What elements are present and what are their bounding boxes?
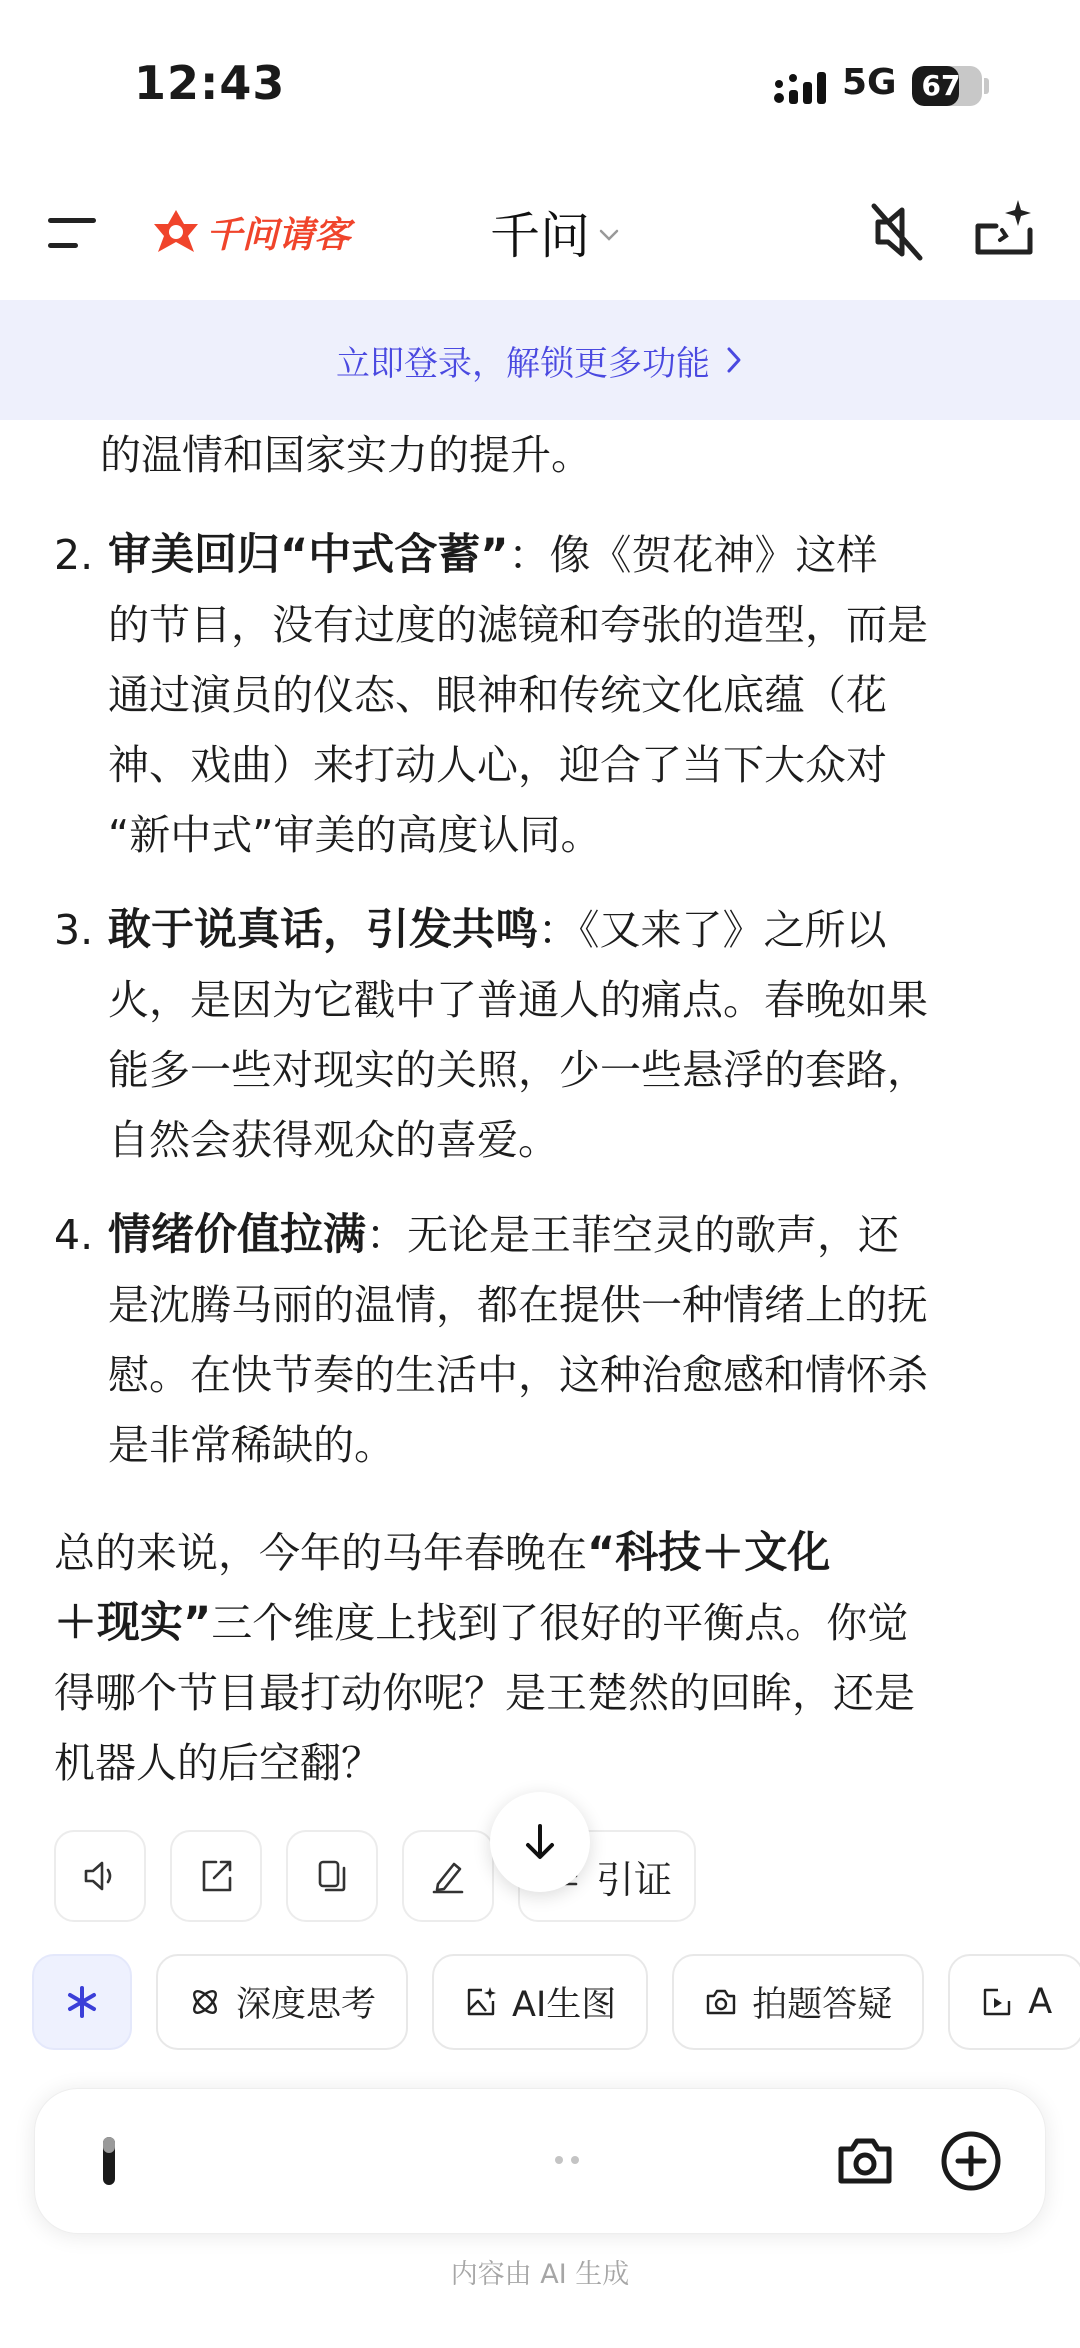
summary-text: 总的来说，今年的马年春晚在 [54,1529,587,1577]
login-banner[interactable] [0,300,1080,420]
list-item-title: 审美回归“中式含蓄” [108,530,509,580]
chevron-right-icon [724,345,744,375]
list-item-3 [54,895,1034,1175]
network-type: 5G [842,62,897,103]
read-aloud-button[interactable] [54,1830,146,1922]
list-item-text: 自然会获得观众的喜爱。 [108,1116,559,1164]
list-number: 4. [54,1211,94,1259]
mute-icon[interactable] [868,200,926,264]
copy-button[interactable] [286,1830,378,1922]
chevron-down-icon [598,228,620,242]
typing-indicator [547,2153,587,2167]
login-banner-text: 立即登录，解锁更多功能 [336,343,710,384]
chip-label: AI生图 [512,1985,617,2025]
share-icon [196,1856,236,1896]
list-body [108,895,1034,1175]
list-item-text: ：《又来了》之所以 [538,906,887,954]
list-item-title: 情绪价值拉满 [108,1210,366,1260]
list-item-text: 是沈腾马丽的温情，都在提供一种情绪上的抚 [108,1281,928,1329]
app-header [0,170,1080,300]
camera-question-icon [704,1985,738,2019]
summary-text: 机器人的后空翻？ [54,1739,382,1787]
new-chat-sparkle-icon[interactable] [972,196,1036,260]
list-item-text: ：无论是王菲空灵的歌声，还 [366,1211,899,1259]
logo-text: 千问请客 [206,214,351,256]
chip-photo-question[interactable] [672,1954,924,2050]
sparkle-icon [65,1985,99,2019]
list-number: 2. [54,531,94,579]
chip-video[interactable] [948,1954,1080,2050]
summary-text: 得哪个节目最打动你呢？是王楚然的回眸，还是 [54,1669,915,1717]
chip-image-gen[interactable] [432,1954,648,2050]
list-item-text: “新中式”审美的高度认同。 [108,811,602,859]
list-item-text: 能多一些对现实的关照，少一些悬浮的套路， [108,1046,928,1094]
list-number: 3. [54,906,94,954]
summary-paragraph [54,1518,1034,1798]
copy-icon [312,1856,352,1896]
response-actions [54,1830,696,1922]
chip-label: 拍题答疑 [752,1985,893,2025]
share-button[interactable] [170,1830,262,1922]
status-bar [0,0,1080,170]
ai-disclaimer: 内容由 AI 生成 [450,2259,630,2290]
battery-level: 67 [921,69,961,102]
list-item-text: 通过演员的仪态、眼神和传统文化底蕴（花 [108,671,887,719]
list-item-text: 是非常稀缺的。 [108,1421,395,1469]
promo-logo[interactable] [150,202,350,262]
list-item-2 [54,520,1034,870]
signal-icon [774,70,828,106]
list-item-text: ：像《贺花神》这样 [508,531,878,579]
plus-icon[interactable] [939,2129,1003,2193]
video-icon [980,1985,1014,2019]
chip-deep-think[interactable] [156,1954,408,2050]
summary-text: 三个维度上找到了很好的平衡点。你觉 [211,1599,909,1647]
menu-icon[interactable] [48,210,102,256]
model-selector[interactable] [490,202,620,265]
scroll-to-bottom-button[interactable] [490,1792,590,1892]
list-item-4 [54,1200,1034,1480]
list-item-title: 敢于说真话，引发共鸣 [108,905,538,955]
image-gen-icon [464,1985,498,2019]
feature-chips [32,1954,1080,2050]
chat-input-bar[interactable] [34,2088,1046,2234]
citation-label: 引证 [596,1857,673,1902]
speaker-icon [80,1856,120,1896]
arrow-down-icon [518,1820,562,1864]
chip-label: 深度思考 [236,1985,377,2025]
chip-label: A [1028,1982,1053,2022]
camera-icon[interactable] [835,2133,895,2189]
summary-bold: “科技＋文化 [587,1528,831,1578]
voice-wave-icon[interactable] [89,2129,129,2193]
list-item-text: 慰。在快节奏的生活中，这种治愈感和情怀杀 [108,1351,928,1399]
chat-response [0,420,1080,1890]
clock-time: 12:43 [134,56,286,110]
response-text-line: 的温情和国家实力的提升。 [100,431,592,479]
list-item-text: 神、戏曲）来打动人心，迎合了当下大众对 [108,741,887,789]
edit-icon [428,1856,468,1896]
page-title: 千问 [490,207,590,265]
summary-bold: ＋现实” [54,1598,212,1648]
battery-tip [984,78,989,94]
qwen-logo-icon [150,206,202,258]
edit-button[interactable] [402,1830,494,1922]
list-body [108,1200,1034,1480]
deep-think-icon [188,1985,222,2019]
list-body [108,520,1034,870]
chip-sparkle[interactable] [32,1954,132,2050]
list-item-text: 火，是因为它戳中了普通人的痛点。春晚如果 [108,976,928,1024]
battery-icon [912,66,982,106]
list-item-text: 的节目，没有过度的滤镜和夸张的造型，而是 [108,601,928,649]
